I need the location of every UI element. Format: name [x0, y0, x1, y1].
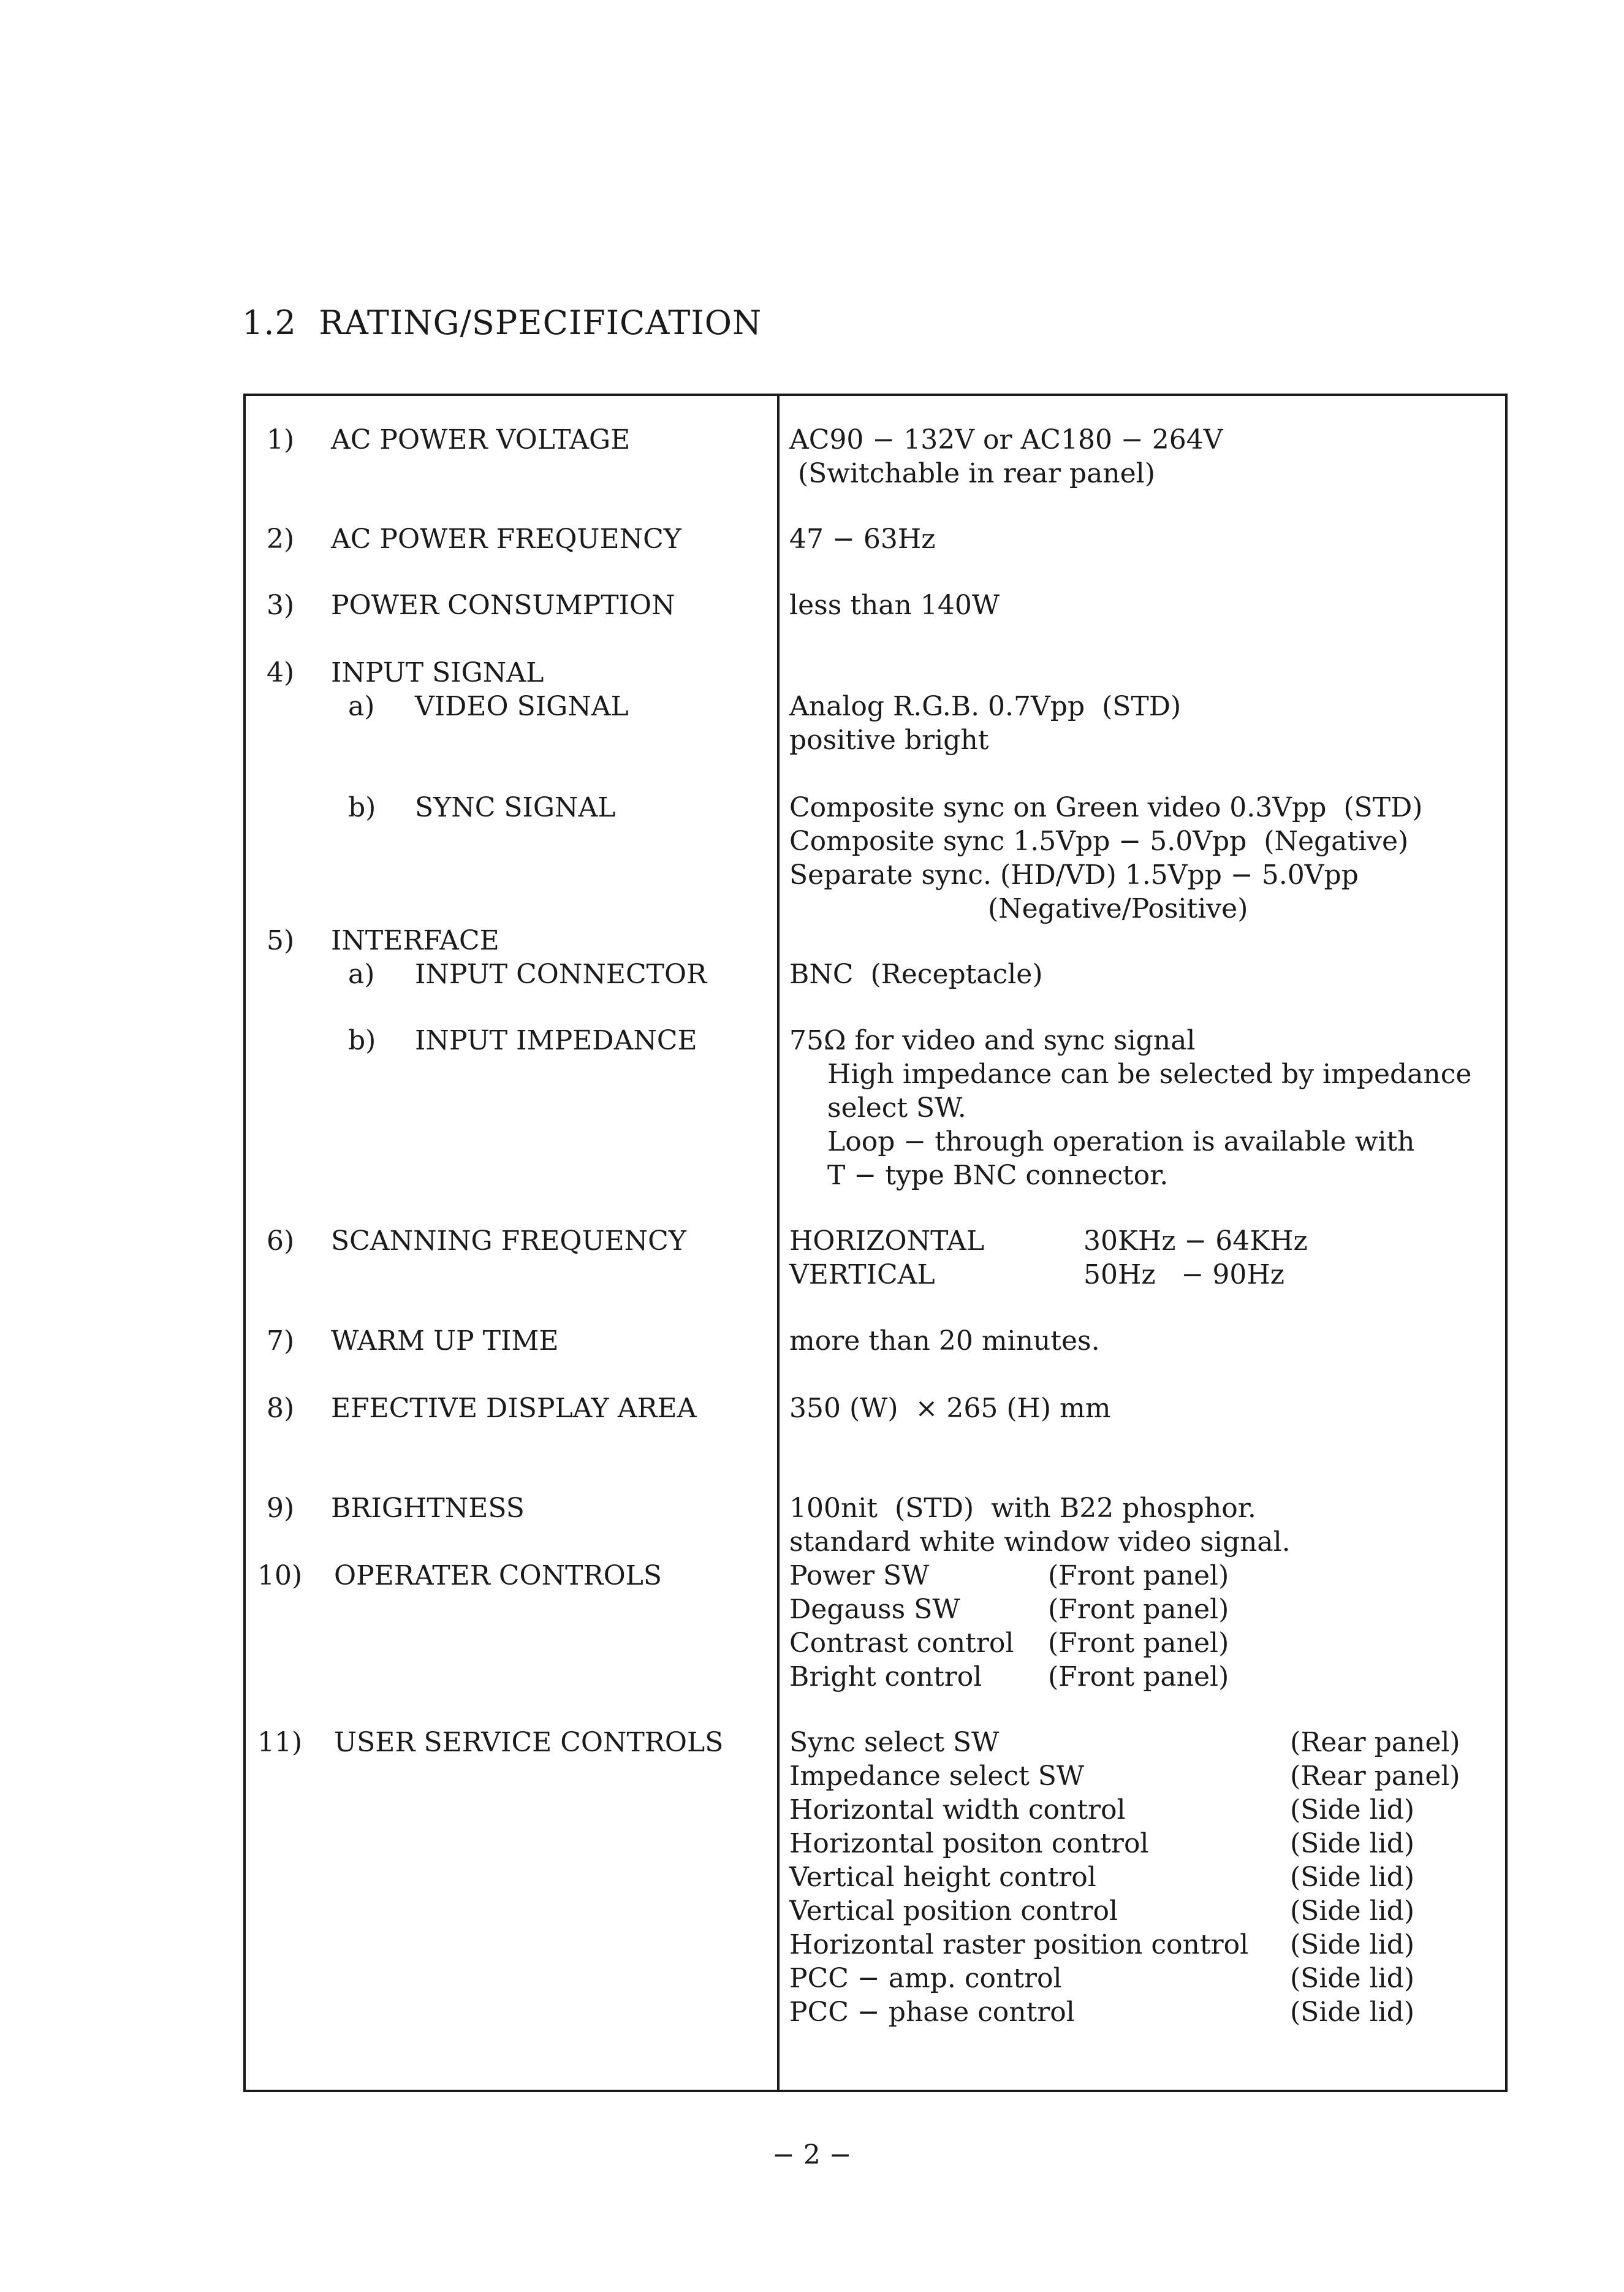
spec-value: positive bright — [789, 725, 989, 756]
spec-label: WARM UP TIME — [331, 1325, 559, 1357]
spec-label: SYNC SIGNAL — [415, 792, 616, 823]
table-divider — [777, 394, 780, 2092]
spec-value-location: 30KHz − 64KHz — [1083, 1225, 1308, 1257]
spec-label: VIDEO SIGNAL — [415, 691, 629, 722]
spec-number: 9) — [267, 1493, 295, 1524]
spec-value-location: (Side lid) — [1290, 1895, 1415, 1927]
spec-value: Horizontal positon control — [789, 1828, 1149, 1859]
spec-value-location: (Rear panel) — [1290, 1761, 1460, 1792]
spec-value: Composite sync 1.5Vpp − 5.0Vpp (Negative) — [789, 826, 1409, 857]
spec-number: 6) — [267, 1225, 295, 1257]
spec-value: AC90 − 132V or AC180 − 264V — [789, 424, 1223, 455]
spec-label: INPUT SIGNAL — [331, 657, 544, 688]
spec-value: more than 20 minutes. — [789, 1325, 1100, 1357]
spec-value-location: (Rear panel) — [1290, 1727, 1460, 1758]
spec-value: Composite sync on Green video 0.3Vpp (STD) — [789, 792, 1423, 823]
spec-number: b) — [348, 1025, 376, 1056]
spec-value-location: (Side lid) — [1290, 1963, 1415, 1994]
spec-value: Vertical position control — [789, 1895, 1118, 1927]
spec-value-location: (Front panel) — [1048, 1560, 1229, 1591]
spec-value: Loop − through operation is available with — [827, 1126, 1415, 1157]
spec-value: Sync select SW — [789, 1727, 1000, 1758]
spec-value: T − type BNC connector. — [827, 1160, 1169, 1191]
spec-value-location: (Side lid) — [1290, 1929, 1415, 1960]
spec-value: Bright control — [789, 1661, 982, 1692]
spec-label: INPUT CONNECTOR — [415, 959, 707, 990]
spec-label: OPERATER CONTROLS — [334, 1560, 662, 1591]
spec-label: USER SERVICE CONTROLS — [334, 1727, 724, 1758]
spec-number: a) — [348, 691, 375, 722]
spec-value: standard white window video signal. — [789, 1526, 1291, 1558]
spec-label: SCANNING FREQUENCY — [331, 1225, 686, 1257]
spec-number: 8) — [267, 1393, 295, 1424]
spec-number: 7) — [267, 1325, 295, 1357]
spec-value-location: (Front panel) — [1048, 1661, 1229, 1692]
spec-value-location: (Side lid) — [1290, 1828, 1415, 1859]
spec-value: Contrast control — [789, 1628, 1014, 1659]
spec-value: Vertical height control — [789, 1862, 1096, 1893]
spec-value: 100nit (STD) with B22 phosphor. — [789, 1493, 1256, 1524]
spec-value: Power SW — [789, 1560, 930, 1591]
spec-value: 75Ω for video and sync signal — [789, 1025, 1196, 1056]
spec-value: BNC (Receptacle) — [789, 959, 1043, 990]
spec-number: a) — [348, 959, 375, 990]
spec-number: b) — [348, 792, 376, 823]
spec-value: (Negative/Positive) — [988, 893, 1248, 924]
spec-value: Analog R.G.B. 0.7Vpp (STD) — [789, 691, 1182, 722]
spec-value: 47 − 63Hz — [789, 524, 936, 555]
spec-number: 2) — [267, 524, 295, 555]
spec-value: 350 (W) × 265 (H) mm — [789, 1393, 1111, 1424]
spec-label: INPUT IMPEDANCE — [415, 1025, 697, 1056]
spec-number: 5) — [267, 925, 295, 956]
spec-label: AC POWER VOLTAGE — [331, 424, 631, 455]
spec-value: High impedance can be selected by impedance — [827, 1059, 1472, 1090]
spec-label: AC POWER FREQUENCY — [331, 524, 681, 555]
spec-value-location: (Side lid) — [1290, 1862, 1415, 1893]
spec-label: INTERFACE — [331, 925, 499, 956]
spec-label: EFECTIVE DISPLAY AREA — [331, 1393, 697, 1424]
spec-number: 3) — [267, 590, 295, 621]
spec-value-location: (Side lid) — [1290, 1794, 1415, 1826]
spec-value-location: (Front panel) — [1048, 1594, 1229, 1625]
spec-value: Degauss SW — [789, 1594, 960, 1625]
spec-value: VERTICAL — [789, 1259, 935, 1290]
spec-value-location: (Side lid) — [1290, 1997, 1415, 2028]
spec-label: POWER CONSUMPTION — [331, 590, 675, 621]
spec-value: less than 140W — [789, 590, 1000, 621]
section-title: 1.2 RATING/SPECIFICATION — [242, 303, 762, 342]
spec-value: Separate sync. (HD/VD) 1.5Vpp − 5.0Vpp — [789, 859, 1359, 891]
spec-value: Horizontal width control — [789, 1794, 1126, 1826]
spec-number: 1) — [267, 424, 295, 455]
spec-value-location: 50Hz − 90Hz — [1083, 1259, 1284, 1290]
spec-number: 10) — [257, 1560, 303, 1591]
spec-value: PCC − phase control — [789, 1997, 1075, 2028]
spec-value: HORIZONTAL — [789, 1225, 985, 1257]
spec-number: 4) — [267, 657, 295, 688]
spec-value: Impedance select SW — [789, 1761, 1085, 1792]
spec-value: Horizontal raster position control — [789, 1929, 1249, 1960]
spec-value: select SW. — [827, 1092, 966, 1124]
spec-label: BRIGHTNESS — [331, 1493, 525, 1524]
spec-number: 11) — [257, 1727, 303, 1758]
spec-value: (Switchable in rear panel) — [789, 458, 1155, 489]
page-number: − 2 − — [772, 2139, 852, 2171]
spec-value: PCC − amp. control — [789, 1963, 1062, 1994]
spec-value-location: (Front panel) — [1048, 1628, 1229, 1659]
